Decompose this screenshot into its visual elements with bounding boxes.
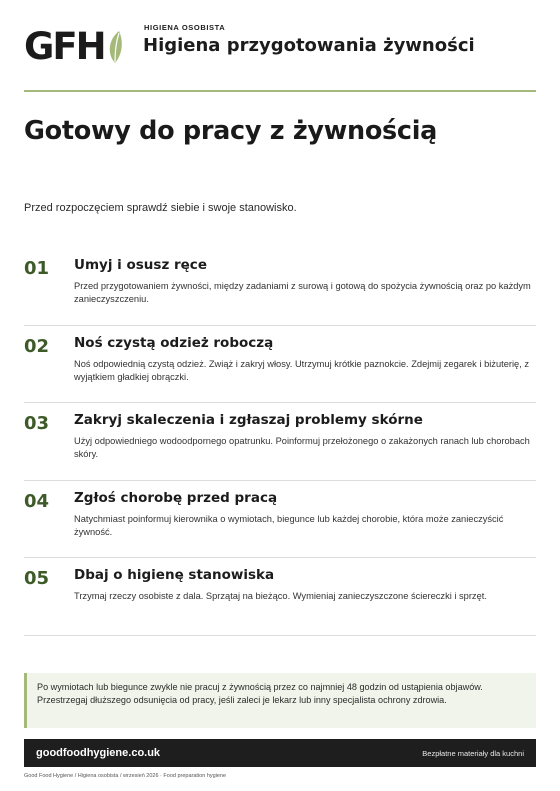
logo-wordmark: GFH — [24, 25, 105, 68]
section-eyebrow: HIGIENA OSOBISTA — [144, 23, 226, 32]
step-number: 02 — [24, 335, 50, 357]
step-title: Umyj i osusz ręce — [74, 257, 207, 273]
website-link[interactable]: goodfoodhygiene.co.uk — [36, 747, 161, 759]
step-title: Zgłoś chorobę przed pracą — [74, 489, 278, 506]
step-description: Noś odpowiednią czystą odzież. Zwiąż i zakryj włosy. Utrzymuj krótkie paznokcie. Zdejmij zegarek i biżuterię, z wyjątkiem gładkiej obrączki. — [74, 358, 530, 382]
notice-text: Po wymiotach lub biegunce zwykle nie pracuj z żywnością przez co najmniej 48 godzin od ustąpienia objawów. Przestrzegaj dłuższego odsunięcia od pracy, jeśli zaleci je lekarz lub inny specjalista ochrony zdrowia. — [37, 682, 483, 705]
footer-bar — [24, 739, 536, 767]
document-meta: Good Food Hygiene / Higiena osobista / wrzesień 2026 · Food preparation hygiene — [24, 773, 227, 779]
step-number: 04 — [24, 490, 50, 512]
step-item — [24, 403, 536, 481]
logo[interactable] — [24, 25, 124, 68]
step-number: 03 — [24, 413, 50, 434]
step-number: 01 — [24, 258, 50, 279]
leaf-icon — [106, 30, 124, 64]
page-title: Gotowy do pracy z żywnością — [24, 116, 438, 146]
illness-notice — [24, 673, 536, 728]
step-description: Użyj odpowiedniego wodoodpornego opatrunku. Poinformuj przełożonego o zakażonych ranach lub chorobach skóry. — [74, 436, 530, 459]
step-description: Natychmiast poinformuj kierownika o wymiotach, biegunce lub każdej chorobie, która może zanieczyścić żywność. — [74, 513, 504, 537]
header-divider — [24, 90, 536, 92]
step-description: Przed przygotowaniem żywności, między zadaniami z surową i gotową do spożycia żywnością oraz po każdym zanieczyszczeniu. — [74, 281, 531, 304]
step-title: Noś czystą odzież roboczą — [74, 334, 274, 351]
step-title: Dbaj o higienę stanowiska — [74, 567, 275, 583]
intro-text: Przed rozpoczęciem sprawdź siebie i swoje stanowisko. — [24, 202, 297, 214]
step-item — [24, 481, 536, 559]
steps-list — [24, 248, 536, 636]
header — [24, 20, 536, 70]
footer-tagline: Bezpłatne materiały dla kuchni — [422, 748, 524, 758]
step-description: Trzymaj rzeczy osobiste z dala. Sprzątaj na bieżąco. Wymieniaj zanieczyszczone ściereczki i sprzęt. — [74, 591, 487, 601]
step-title: Zakryj skaleczenia i zgłaszaj problemy skórne — [74, 412, 423, 428]
step-item — [24, 558, 536, 636]
step-number: 05 — [24, 568, 50, 589]
step-item — [24, 326, 536, 404]
header-title: Higiena przygotowania żywności — [143, 35, 475, 56]
step-item — [24, 248, 536, 326]
